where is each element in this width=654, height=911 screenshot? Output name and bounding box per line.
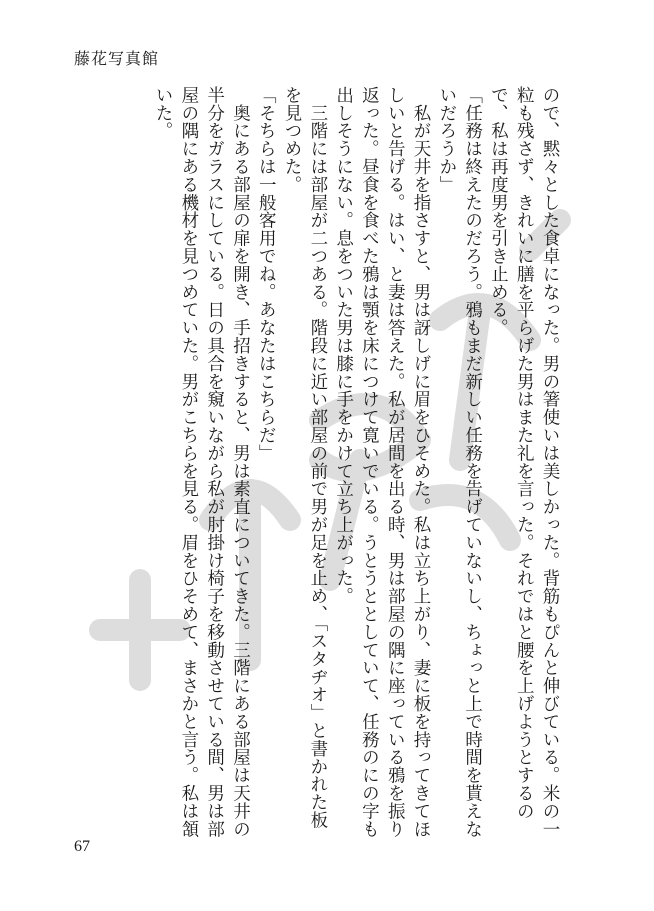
paragraph: 奥にある部屋の扉を開き、手招きすると、男は素直についてきた。三階にある部屋は天井の半分をガラスにしている。日の具合を窺いながら私が肘掛け椅子を移動させている間、男は部屋の隅にある機材を見つめていた。男がこちらを見る。眉をひそめて、まさかと言う。私は頷いた。 [153, 86, 251, 838]
paragraph: ので、黙々とした食卓になった。男の箸使いは美しかった。背筋もぴんと伸びている。米の一粒も残さず、きれいに膳を平らげた男はまた礼を言った。それではと腰を上げようとするので、私は再度男を引き止める。 [488, 86, 560, 838]
page-number: 67 [74, 838, 90, 855]
paragraph: 私が天井を指さすと、男は訝しげに眉をひそめた。私は立ち上がり、妻に板を持ってきてほしいと告げる。はい、と妻は答えた。私が居間を出る時、男は部屋の隅に座っている鴉を振り返った。昼食を食べた鴉は顎を床につけて寛いでいる。うとうととしていて、任務のにの字も出しそうにない。息をついた男は膝に手をかけて立ち上がった。 [333, 86, 432, 838]
paragraph: 「そちらは一般客用でね。あなたはこちらだ」 [256, 86, 277, 462]
running-title: 藤花写真館 [74, 49, 160, 68]
paragraph: 三階には部屋が二つある。階段に近い部屋の前で男が足を止め、「スタヂオ」と書かれた板を見つめた。 [282, 86, 328, 830]
main-body-text [72, 86, 562, 838]
paragraph: 「任務は終えたのだろう。鴉もまだ新しい任務を告げていないし、ちょっと上で時間を貰えないだろうか」 [436, 86, 483, 838]
